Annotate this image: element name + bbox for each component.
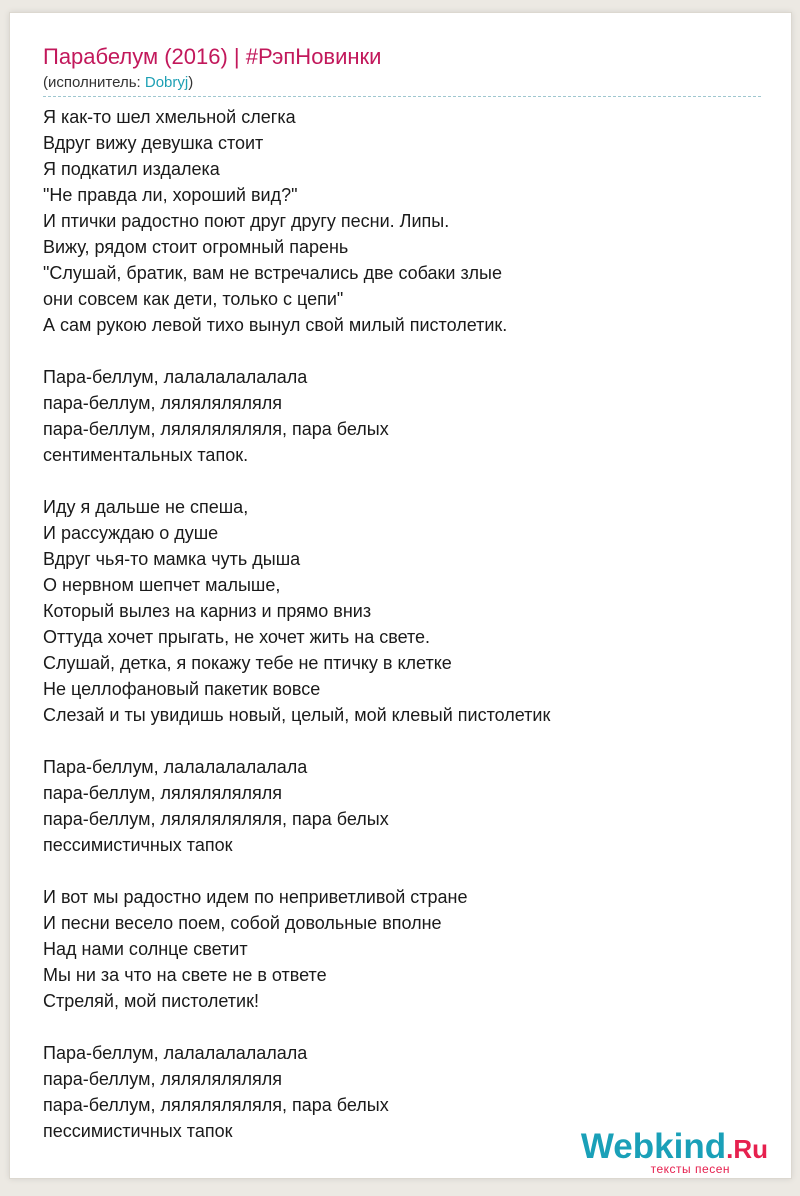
lyrics-line: Вдруг чья-то мамка чуть дыша bbox=[43, 549, 301, 569]
lyrics-line: Не целлофановый пакетик вовсе bbox=[43, 679, 321, 699]
site-logo[interactable] bbox=[581, 1129, 768, 1176]
lyrics-line: А сам рукою левой тихо вынул свой милый пистолетик. bbox=[43, 315, 508, 335]
lyrics-line: пара-беллум, ляляляляляля, пара белых bbox=[43, 809, 389, 829]
lyrics-line: Иду я дальше не спеша, bbox=[43, 497, 249, 517]
lyrics-line: Слушай, детка, я покажу тебе не птичку в клетке bbox=[43, 653, 452, 673]
lyrics-line: "Не правда ли, хороший вид?" bbox=[43, 185, 298, 205]
lyrics-line: Я подкатил издалека bbox=[43, 159, 220, 179]
lyrics-line: И рассуждаю о душе bbox=[43, 523, 219, 543]
lyrics-line: Мы ни за что на свете не в ответе bbox=[43, 965, 327, 985]
lyrics-line: Пара-беллум, лалалалалалала bbox=[43, 367, 308, 387]
lyrics-line: Пара-беллум, лалалалалалала bbox=[43, 1043, 308, 1063]
lyrics-line: И вот мы радостно идем по неприветливой стране bbox=[43, 887, 468, 907]
lyrics-line: Над нами солнце светит bbox=[43, 939, 248, 959]
lyrics-line: "Слушай, братик, вам не встречались две собаки злые bbox=[43, 263, 502, 283]
title-divider bbox=[43, 96, 761, 97]
lyrics-line: пара-беллум, ляляляляляля bbox=[43, 783, 282, 803]
lyrics-stanza bbox=[43, 494, 550, 728]
lyrics-stanza bbox=[43, 884, 550, 1014]
lyrics-line: пара-беллум, ляляляляляля, пара белых bbox=[43, 419, 389, 439]
lyrics-stanza bbox=[43, 1040, 550, 1144]
lyrics-stanza bbox=[43, 364, 550, 468]
lyrics-stanza bbox=[43, 104, 550, 338]
artist-line bbox=[43, 74, 193, 91]
logo-tld: .Ru bbox=[726, 1134, 768, 1164]
lyrics-line: О нервном шепчет малыше, bbox=[43, 575, 281, 595]
lyrics-line: И песни весело поем, собой довольные вполне bbox=[43, 913, 442, 933]
lyrics-stanza bbox=[43, 754, 550, 858]
page-title: Парабелум (2016) | #РэпНовинки bbox=[43, 44, 382, 69]
lyrics-line: И птички радостно поют друг другу песни. Липы. bbox=[43, 211, 450, 231]
lyrics-line: они совсем как дети, только с цепи" bbox=[43, 289, 344, 309]
artist-prefix: (исполнитель: bbox=[43, 74, 145, 91]
lyrics-line: Оттуда хочет прыгать, не хочет жить на свете. bbox=[43, 627, 431, 647]
logo-tagline: тексты песен bbox=[650, 1162, 730, 1176]
artist-link[interactable]: Dobryj bbox=[144, 74, 189, 91]
lyrics-text bbox=[43, 104, 550, 1170]
lyrics-line: Вижу, рядом стоит огромный парень bbox=[43, 237, 349, 257]
lyrics-line: пара-беллум, ляляляляляля bbox=[43, 393, 282, 413]
lyrics-card bbox=[9, 12, 792, 1179]
lyrics-line: пара-беллум, ляляляляляля, пара белых bbox=[43, 1095, 389, 1115]
lyrics-line: сентиментальных тапок. bbox=[43, 445, 249, 465]
artist-suffix: ) bbox=[188, 74, 194, 91]
lyrics-line: пессимистичных тапок bbox=[43, 1121, 233, 1141]
lyrics-line: пессимистичных тапок bbox=[43, 835, 233, 855]
lyrics-line: Вдруг вижу девушка стоит bbox=[43, 133, 264, 153]
lyrics-line: Стреляй, мой пистолетик! bbox=[43, 991, 259, 1011]
lyrics-line: Пара-беллум, лалалалалалала bbox=[43, 757, 308, 777]
lyrics-line: Который вылез на карниз и прямо вниз bbox=[43, 601, 372, 621]
logo-main-text: Webkind bbox=[580, 1127, 727, 1166]
lyrics-line: Я как-то шел хмельной слегка bbox=[43, 107, 296, 127]
lyrics-line: пара-беллум, ляляляляляля bbox=[43, 1069, 282, 1089]
lyrics-line: Слезай и ты увидишь новый, целый, мой клевый пистолетик bbox=[43, 705, 551, 725]
